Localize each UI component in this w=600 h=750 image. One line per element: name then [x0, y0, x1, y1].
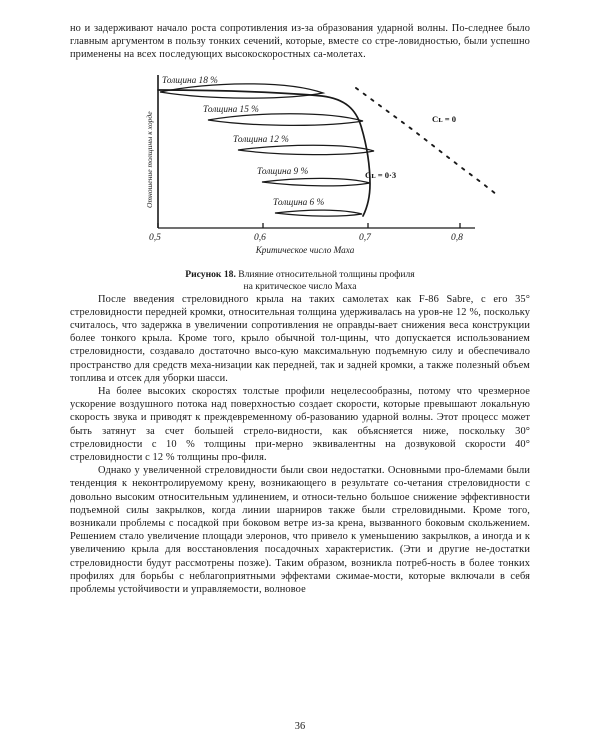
chart-svg	[70, 70, 530, 265]
airfoil-shape-15	[208, 113, 363, 125]
annotation-cl-0: Cʟ = 0	[432, 113, 457, 124]
airfoil-label-15: Толщина 15 %	[203, 104, 259, 115]
airfoil-label-18: Толщина 18 %	[162, 75, 218, 86]
airfoil-shape-6	[275, 210, 362, 216]
x-tick-label-3: 0,8	[451, 232, 463, 243]
paragraph-1: но и задерживают начало роста сопротивления из-за образования ударной волны. По-следнее было главным аргументом в пользу тонких сечений, которые, вместе со стре-ловидностью, были успешно применены на всех последующих высокоскоростных са-молетах.	[70, 23, 530, 61]
x-tick-label-1: 0,6	[254, 232, 266, 243]
page-number: 36	[294, 721, 306, 732]
figure-caption	[70, 269, 530, 293]
chart-critical-mach	[70, 70, 530, 265]
x-axis-title: Критическое число Маха	[255, 244, 355, 255]
paragraph-2: После введения стреловидного крыла на таких самолетах как F-86 Sabre, с его 35° стреловидности передней кромки, относительная толщина удерживалась на уров-не 12 %, поскольку считалось, что задержка в увеличении сопротивления не оправды-вает снижения веса конструкции более тонкого крыла. Кроме того, крыло обычной тол-щины, что допускается использованием стреловидности, создавало достаточно высо-кую максимальную подъемную силу и обеспечивало пространство для средств меха-низации как передней, так и задней кромки, а также полезный объем топлива и отсек для уборки шасси.	[70, 293, 530, 384]
paragraph-3: На более высоких скоростях толстые профили нецелесообразны, потому что чрезмерное ускорение воздушного потока над поверхностью создает скорости, которые превышают локальную скорость звука и приводят к преждевременному об-разованию ударной волны. Этот процесс может быть затянут за счет большей стрело-видности, как объясняется ниже, поскольку 30° стреловидности с 10 % толщины при-мерно эквивалентны на дозвуковой скорости 40° стреловидности с 12 % толщины про-филя.	[70, 386, 530, 464]
figure-number: Рисунок 18.	[185, 268, 236, 280]
paragraph-4: Однако у увеличенной стреловидности были свои недостатки. Основными про-блемами были тенденция к неконтролируемому крену, возникающего в результате со-четания стреловидности с довольно высоким относительным удлинением, и относи-тельно большое снижение эффективности подъемной силы закрылков, когда линии шарниров также были стреловидными. Кроме того, возникали проблемы с посадкой при боковом ветре из-за крена, вызванного боковым скольжением. Решением стало увеличение площади элеронов, что привело к уменьшению закрылков, а иногда и к увеличению крыла для восстановления посадочных характеристик. (Эти и другие не-достатки стреловидности будут рассмотрены позже). Таким образом, возникла потреб-ность в более тонких профилях для борьбы с неблагоприятными эффектами сжимае-мости, которые включали в себя проблемы устойчивости и управляемости, волновое	[70, 465, 530, 596]
y-axis-title: Отношение толщины к хорде	[145, 110, 154, 208]
figure-18	[70, 70, 530, 293]
x-tick-label-2: 0,7	[359, 232, 371, 243]
airfoil-label-12: Толщина 12 %	[233, 134, 289, 145]
figure-caption-line2: на критическое число Маха	[243, 280, 357, 292]
x-tick-label-0: 0,5	[149, 232, 161, 243]
figure-caption-line1: Влияние относительной толщины профиля	[235, 268, 415, 280]
airfoil-shape-9	[262, 178, 370, 186]
airfoil-label-9: Толщина 9 %	[257, 166, 309, 177]
annotation-cl-03: Cʟ = 0·3	[365, 169, 397, 180]
airfoil-shape-12	[238, 145, 374, 154]
airfoil-label-6: Толщина 6 %	[273, 197, 325, 208]
